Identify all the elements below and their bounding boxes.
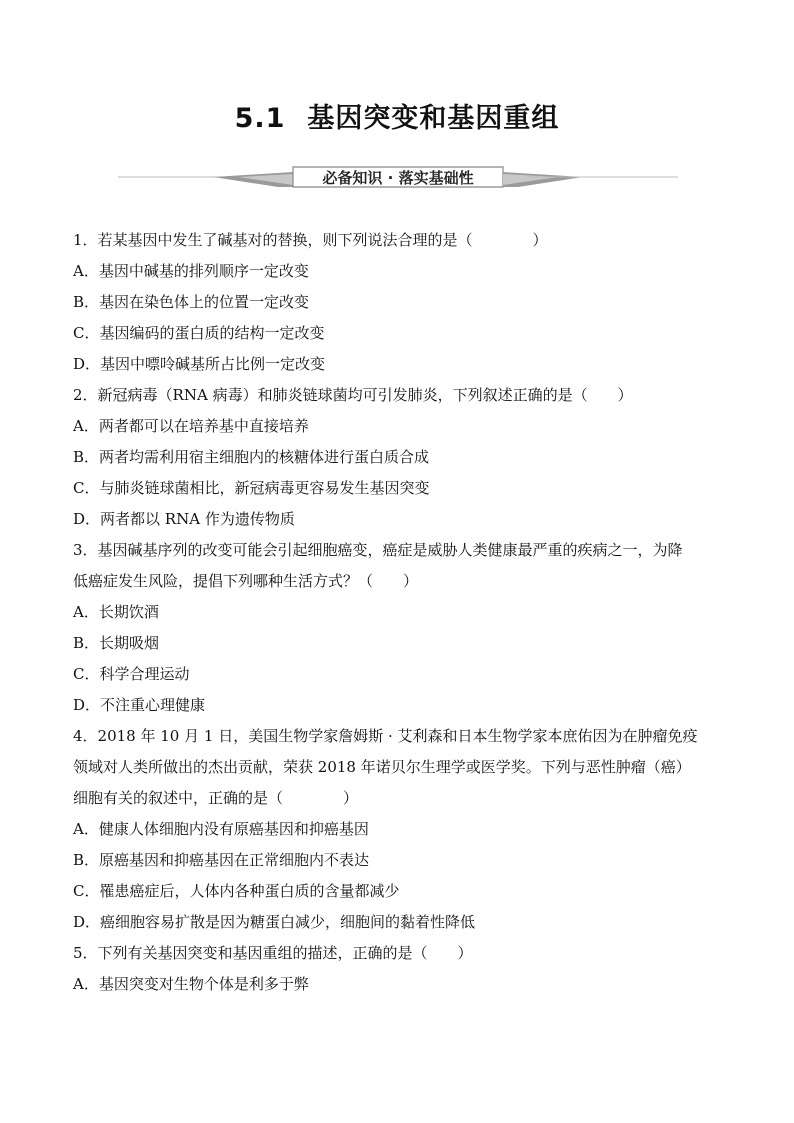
option-a: A．健康人体细胞内没有原癌基因和抑癌基因 bbox=[73, 820, 369, 838]
question-1 bbox=[73, 225, 723, 380]
section-banner bbox=[118, 163, 678, 193]
option-d: D．不注重心理健康 bbox=[73, 696, 206, 714]
question-3 bbox=[73, 535, 723, 721]
question-stem-continued: 细胞有关的叙述中，正确的是（ ） bbox=[73, 789, 359, 807]
banner-label: 必备知识 · 落实基础性 bbox=[322, 169, 474, 187]
question-5 bbox=[73, 938, 723, 1000]
option-d: D．基因中嘌呤碱基所占比例一定改变 bbox=[73, 355, 326, 373]
option-b: B．长期吸烟 bbox=[73, 634, 160, 652]
option-d: D．癌细胞容易扩散是因为糖蛋白减少，细胞间的黏着性降低 bbox=[73, 913, 476, 931]
option-c: C．科学合理运动 bbox=[73, 665, 190, 683]
question-stem-continued: 低癌症发生风险，提倡下列哪种生活方式？（ ） bbox=[73, 572, 419, 590]
option-c: C．与肺炎链球菌相比，新冠病毒更容易发生基因突变 bbox=[73, 479, 430, 497]
option-a: A．长期饮酒 bbox=[73, 603, 159, 621]
question-stem: 1．若某基因中发生了碱基对的替换，则下列说法合理的是（ ） bbox=[73, 231, 548, 249]
option-a: A．基因突变对生物个体是利多于弊 bbox=[73, 975, 309, 993]
section-number: 5.1 bbox=[234, 103, 286, 134]
option-a: A．基因中碱基的排列顺序一定改变 bbox=[73, 262, 309, 280]
option-b: B．两者均需利用宿主细胞内的核糖体进行蛋白质合成 bbox=[73, 448, 430, 466]
question-stem: 4．2018 年 10 月 1 日，美国生物学家詹姆斯 · 艾利森和日本生物学家本庶佑因为在肿瘤免疫 bbox=[73, 727, 698, 745]
option-c: C．基因编码的蛋白质的结构一定改变 bbox=[73, 324, 325, 342]
option-a: A．两者都可以在培养基中直接培养 bbox=[73, 417, 309, 435]
option-c: C．罹患癌症后，人体内各种蛋白质的含量都减少 bbox=[73, 882, 400, 900]
option-d: D．两者都以 RNA 作为遗传物质 bbox=[73, 510, 295, 528]
option-b: B．基因在染色体上的位置一定改变 bbox=[73, 293, 310, 311]
option-b: B．原癌基因和抑癌基因在正常细胞内不表达 bbox=[73, 851, 370, 869]
question-stem-continued: 领域对人类所做出的杰出贡献，荣获 2018 年诺贝尔生理学或医学奖。下列与恶性肿瘤（癌） bbox=[73, 758, 691, 776]
question-2 bbox=[73, 380, 723, 535]
question-list bbox=[73, 225, 723, 1000]
question-stem: 3．基因碱基序列的改变可能会引起细胞癌变，癌症是威胁人类健康最严重的疾病之一，为降 bbox=[73, 541, 683, 559]
question-stem: 5．下列有关基因突变和基因重组的描述，正确的是（ ） bbox=[73, 944, 473, 962]
section-title: 基因突变和基因重组 bbox=[307, 103, 560, 134]
question-4 bbox=[73, 721, 723, 938]
question-stem: 2．新冠病毒（RNA 病毒）和肺炎链球菌均可引发肺炎，下列叙述正确的是（ ） bbox=[73, 386, 633, 404]
page-title bbox=[0, 96, 794, 135]
